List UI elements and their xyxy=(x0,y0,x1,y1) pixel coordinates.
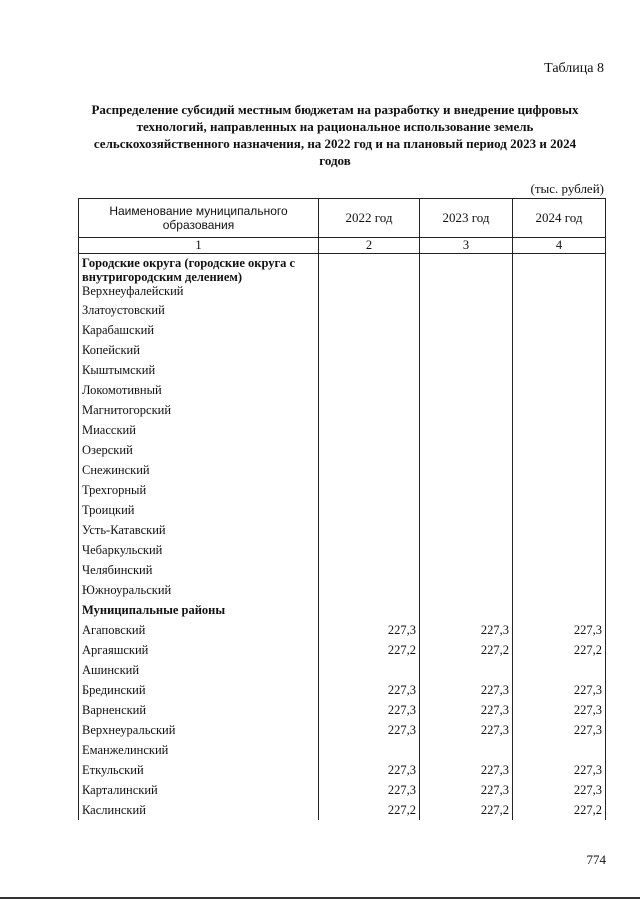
value-2023: 227,3 xyxy=(420,680,513,700)
municipality-name: Усть-Катавский xyxy=(79,520,319,540)
units-note: (тыс. рублей) xyxy=(530,181,604,196)
table-row xyxy=(79,740,606,760)
municipality-name: Троицкий xyxy=(79,500,319,520)
value-2023 xyxy=(420,284,513,300)
value-2024 xyxy=(513,660,606,680)
section-row-urban xyxy=(79,254,606,285)
municipality-name: Кыштымский xyxy=(79,360,319,380)
municipality-name: Южноуральский xyxy=(79,580,319,600)
value-2022 xyxy=(319,660,420,680)
column-number-row xyxy=(79,238,606,254)
value-2024: 227,3 xyxy=(513,680,606,700)
table-row xyxy=(79,560,606,580)
bottom-rule xyxy=(0,897,640,899)
municipality-name: Каслинский xyxy=(79,800,319,820)
municipality-name: Агаповский xyxy=(79,620,319,640)
value-2022: 227,2 xyxy=(319,800,420,820)
municipality-name: Брединский xyxy=(79,680,319,700)
value-2024 xyxy=(513,520,606,540)
value-2022 xyxy=(319,320,420,340)
column-header-name: Наименование муниципального образования xyxy=(79,199,319,238)
value-2023: 227,2 xyxy=(420,800,513,820)
municipality-name: Челябинский xyxy=(79,560,319,580)
table-row xyxy=(79,480,606,500)
value-2023 xyxy=(420,340,513,360)
municipality-name: Ашинский xyxy=(79,660,319,680)
table-row xyxy=(79,420,606,440)
table-row xyxy=(79,760,606,780)
value-2024 xyxy=(513,300,606,320)
column-number-3: 3 xyxy=(420,238,513,254)
value-2022 xyxy=(319,560,420,580)
value-2023: 227,3 xyxy=(420,760,513,780)
column-number-4: 4 xyxy=(513,238,606,254)
value-2023 xyxy=(420,300,513,320)
section-row-districts xyxy=(79,600,606,620)
empty-cell xyxy=(420,254,513,285)
value-2022 xyxy=(319,360,420,380)
empty-cell xyxy=(420,600,513,620)
value-2024 xyxy=(513,360,606,380)
table-row xyxy=(79,340,606,360)
value-2022 xyxy=(319,540,420,560)
value-2024: 227,2 xyxy=(513,800,606,820)
value-2024 xyxy=(513,320,606,340)
value-2022: 227,3 xyxy=(319,620,420,640)
column-header-2022: 2022 год xyxy=(319,199,420,238)
value-2022 xyxy=(319,300,420,320)
value-2023 xyxy=(420,400,513,420)
municipality-name: Карабашский xyxy=(79,320,319,340)
municipality-name: Аргаяшский xyxy=(79,640,319,660)
column-header-2023: 2023 год xyxy=(420,199,513,238)
value-2024: 227,3 xyxy=(513,760,606,780)
table-row xyxy=(79,800,606,820)
value-2024: 227,2 xyxy=(513,640,606,660)
municipality-name: Снежинский xyxy=(79,460,319,480)
value-2023 xyxy=(420,320,513,340)
value-2024: 227,3 xyxy=(513,620,606,640)
value-2024 xyxy=(513,460,606,480)
value-2023 xyxy=(420,520,513,540)
subsidy-table xyxy=(78,198,606,820)
header-row xyxy=(79,199,606,238)
value-2022: 227,3 xyxy=(319,720,420,740)
empty-cell xyxy=(319,254,420,285)
column-header-2024: 2024 год xyxy=(513,199,606,238)
table-row xyxy=(79,540,606,560)
value-2023 xyxy=(420,360,513,380)
table-row xyxy=(79,360,606,380)
municipality-name: Верхнеуральский xyxy=(79,720,319,740)
value-2022: 227,3 xyxy=(319,700,420,720)
column-number-2: 2 xyxy=(319,238,420,254)
municipality-name: Миасский xyxy=(79,420,319,440)
value-2022: 227,3 xyxy=(319,680,420,700)
value-2024: 227,3 xyxy=(513,700,606,720)
value-2024 xyxy=(513,400,606,420)
value-2023: 227,3 xyxy=(420,620,513,640)
table-row xyxy=(79,300,606,320)
value-2022 xyxy=(319,284,420,300)
value-2024 xyxy=(513,740,606,760)
value-2022 xyxy=(319,580,420,600)
table-row xyxy=(79,780,606,800)
value-2023 xyxy=(420,660,513,680)
table-row xyxy=(79,680,606,700)
value-2023 xyxy=(420,500,513,520)
table-row xyxy=(79,500,606,520)
table-row xyxy=(79,320,606,340)
table-row xyxy=(79,460,606,480)
value-2023: 227,2 xyxy=(420,640,513,660)
municipality-name: Локомотивный xyxy=(79,380,319,400)
value-2023 xyxy=(420,440,513,460)
page-number: 774 xyxy=(586,852,606,867)
value-2022: 227,3 xyxy=(319,780,420,800)
value-2023 xyxy=(420,740,513,760)
value-2024: 227,3 xyxy=(513,720,606,740)
value-2024 xyxy=(513,340,606,360)
document-title: Распределение субсидий местным бюджетам на разработку и внедрение цифровых технологий, направленных на рациональное использование земель сельскохозяйственного назначения, на 2022 год и на плановый период 2023 и 2024 годов xyxy=(91,102,579,168)
value-2023 xyxy=(420,560,513,580)
municipality-name: Еткульский xyxy=(79,760,319,780)
value-2022 xyxy=(319,460,420,480)
value-2023 xyxy=(420,380,513,400)
value-2022 xyxy=(319,480,420,500)
value-2022 xyxy=(319,420,420,440)
value-2022 xyxy=(319,740,420,760)
column-number-1: 1 xyxy=(79,238,319,254)
value-2023 xyxy=(420,420,513,440)
table-row xyxy=(79,640,606,660)
municipality-name: Верхнеуфалейский xyxy=(79,284,319,300)
municipality-name: Златоустовский xyxy=(79,300,319,320)
table-row xyxy=(79,660,606,680)
table-row xyxy=(79,620,606,640)
section-title-urban: Городские округа (городские округа с внутригородским делением) xyxy=(79,254,319,285)
municipality-name: Еманжелинский xyxy=(79,740,319,760)
empty-cell xyxy=(513,600,606,620)
value-2024 xyxy=(513,480,606,500)
value-2022 xyxy=(319,340,420,360)
value-2024 xyxy=(513,560,606,580)
value-2022 xyxy=(319,440,420,460)
value-2024 xyxy=(513,284,606,300)
value-2022: 227,3 xyxy=(319,760,420,780)
value-2022 xyxy=(319,520,420,540)
table-row xyxy=(79,580,606,600)
table-row xyxy=(79,440,606,460)
value-2023 xyxy=(420,460,513,480)
value-2024 xyxy=(513,440,606,460)
table-row xyxy=(79,720,606,740)
municipality-name: Трехгорный xyxy=(79,480,319,500)
table-row xyxy=(79,520,606,540)
table-row xyxy=(79,284,606,300)
municipality-name: Карталинский xyxy=(79,780,319,800)
value-2024 xyxy=(513,380,606,400)
value-2022: 227,2 xyxy=(319,640,420,660)
value-2022 xyxy=(319,380,420,400)
table-row xyxy=(79,700,606,720)
municipality-name: Варненский xyxy=(79,700,319,720)
value-2024 xyxy=(513,540,606,560)
value-2022 xyxy=(319,400,420,420)
table-body xyxy=(79,254,606,821)
value-2024: 227,3 xyxy=(513,780,606,800)
municipality-name: Копейский xyxy=(79,340,319,360)
value-2023: 227,3 xyxy=(420,720,513,740)
value-2024 xyxy=(513,420,606,440)
value-2023 xyxy=(420,540,513,560)
section-title-districts: Муниципальные районы xyxy=(79,600,319,620)
value-2023: 227,3 xyxy=(420,780,513,800)
municipality-name: Озерский xyxy=(79,440,319,460)
table-label: Таблица 8 xyxy=(544,61,604,76)
value-2022 xyxy=(319,500,420,520)
value-2024 xyxy=(513,500,606,520)
value-2024 xyxy=(513,580,606,600)
value-2023 xyxy=(420,480,513,500)
empty-cell xyxy=(319,600,420,620)
municipality-name: Магнитогорский xyxy=(79,400,319,420)
value-2023: 227,3 xyxy=(420,700,513,720)
empty-cell xyxy=(513,254,606,285)
table-row xyxy=(79,380,606,400)
table-row xyxy=(79,400,606,420)
municipality-name: Чебаркульский xyxy=(79,540,319,560)
value-2023 xyxy=(420,580,513,600)
